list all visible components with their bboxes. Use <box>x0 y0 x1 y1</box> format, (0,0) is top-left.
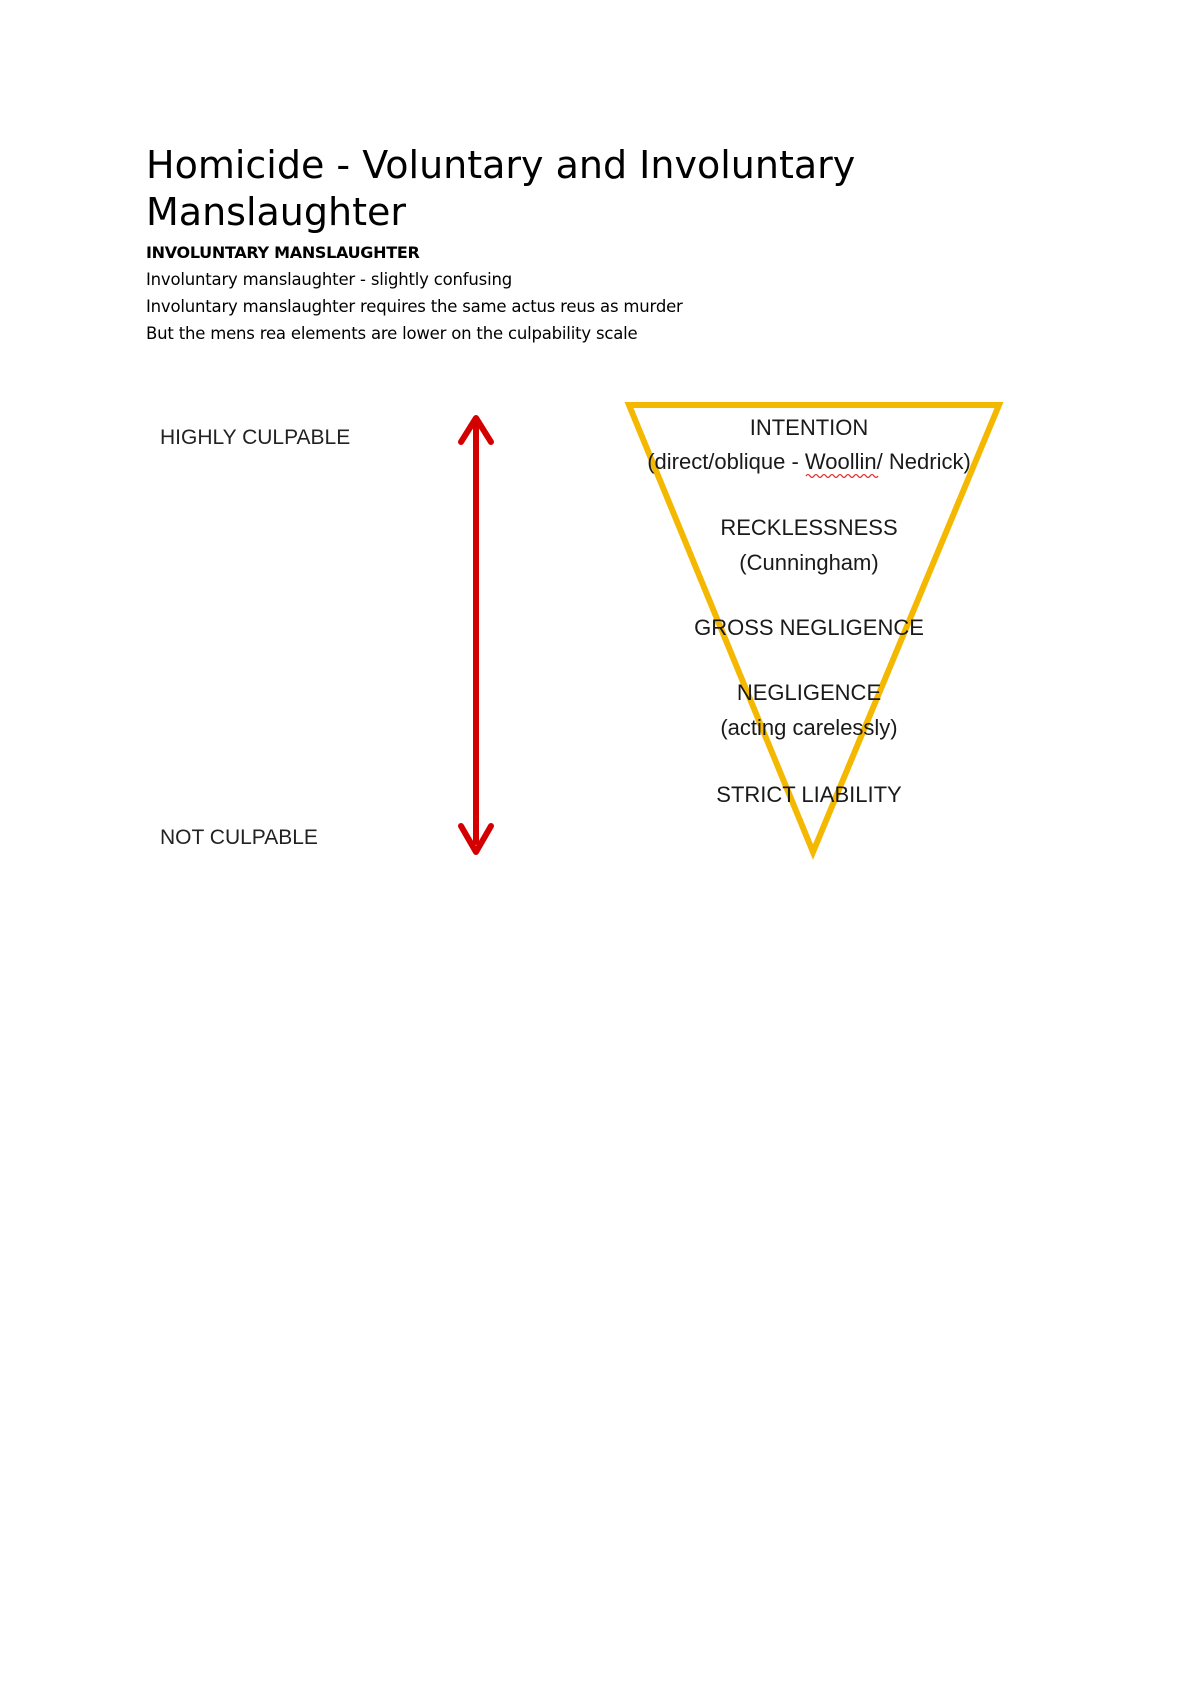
scale-top-label: HIGHLY CULPABLE <box>160 426 351 449</box>
body-line-3: But the mens rea elements are lower on the culpability scale <box>146 324 638 343</box>
document-title: Homicide - Voluntary and Involuntary Manslaughter <box>146 143 856 234</box>
tier-gross-negligence-name: GROSS NEGLIGENCE <box>694 615 924 640</box>
culpability-arrow <box>461 418 491 852</box>
tier-intention <box>647 415 971 478</box>
section-heading: INVOLUNTARY MANSLAUGHTER <box>146 243 420 262</box>
scale-bottom-label: NOT CULPABLE <box>160 826 318 849</box>
tier-intention-detail: (direct/oblique - Woollin/ Nedrick) <box>647 449 971 474</box>
tier-negligence-detail: (acting carelessly) <box>720 715 898 740</box>
tier-strict-liability <box>716 782 902 807</box>
spellcheck-underline-icon <box>806 475 878 478</box>
tier-recklessness <box>720 515 897 575</box>
body-line-1: Involuntary manslaughter - slightly confusing <box>146 270 512 289</box>
body-line-2: Involuntary manslaughter requires the same actus reus as murder <box>146 297 683 316</box>
tier-recklessness-detail: (Cunningham) <box>739 550 879 575</box>
tier-negligence-name: NEGLIGENCE <box>736 680 882 705</box>
tier-intention-name: INTENTION <box>749 415 869 440</box>
tier-recklessness-name: RECKLESSNESS <box>720 515 898 540</box>
tier-strict-liability-name: STRICT LIABILITY <box>716 782 902 807</box>
tier-gross-negligence <box>694 615 924 640</box>
